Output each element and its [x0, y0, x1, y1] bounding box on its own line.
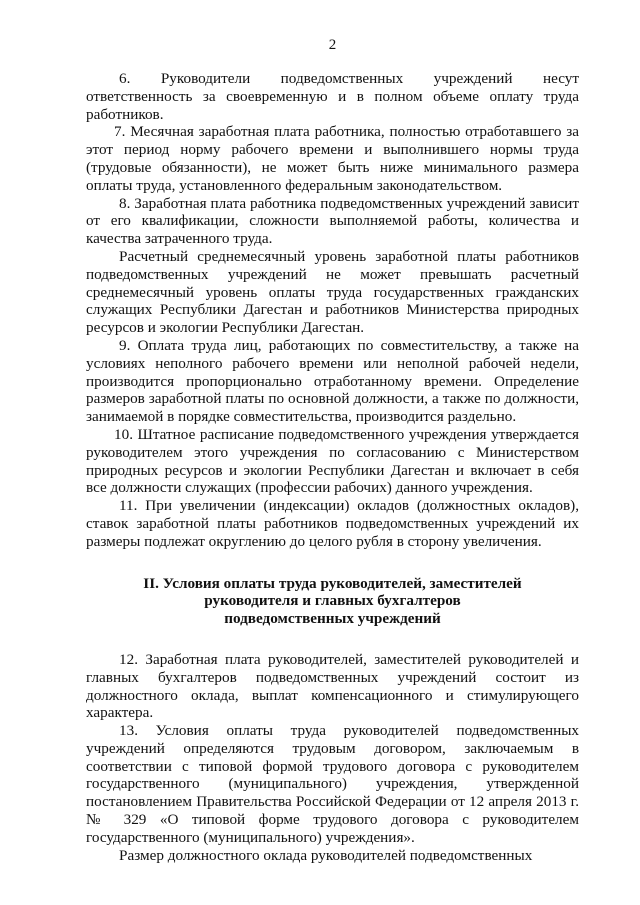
paragraph-11: 11. При увеличении (индексации) окладов (должностных окладов), ставок заработной платы работников подведомственных учреждений их размеры подлежат округлению до целого рубля в сторону увеличения.: [86, 497, 579, 550]
section-heading: [86, 575, 579, 628]
paragraph-8-salary-level: Расчетный среднемесячный уровень заработной платы работников подведомственных учреждений не может превышать расчетный среднемесячный уровень оплаты труда государственных гражданских служащих Республики Дагестан и работников Министерства природных ресурсов и экологии Республики Дагестан.: [86, 247, 579, 337]
document-body: [86, 70, 579, 864]
paragraph-9: 9. Оплата труда лиц, работающих по совместительству, а также на условиях неполного рабочего времени или неполной рабочей недели, производится пропорционально отработанному времени. Определение размеров заработной платы по основной должности, а также по должности, занимаемой в порядке совместительства, производится раздельно.: [86, 336, 579, 426]
paragraph-12: 12. Заработная плата руководителей, заместителей руководителей и главных бухгалтеров подведомственных учреждений состоит из должностного оклада, выплат компенсационного и стимулирующего характера.: [86, 650, 579, 722]
paragraph-10: 10. Штатное расписание подведомственного учреждения утверждается руководителем этого учреждения по согласованию с Министерством природных ресурсов и экологии Республики Дагестан и включает в себя все должности служащих (профессии рабочих) данного учреждения.: [86, 425, 579, 497]
page-number: 2: [328, 37, 337, 53]
paragraph-7: 7. Месячная заработная плата работника, полностью отработавшего за этот период норму рабочего времени и выполнившего нормы труда (трудовые обязанности), не может быть ниже минимального размера оплаты труда, установленного федеральным законодательством.: [86, 123, 579, 194]
paragraph-13: 13. Условия оплаты труда руководителей подведомственных учреждений определяются трудовым договором, заключаемым в соответствии с типовой формой трудового договора с руководителем государственного (муниципального) учреждения, утвержденной постановлением Правительства Российской Федерации от 12 апреля 2013 г. № 329 «О типовой форме трудового договора с руководителем государственного (муниципального) учреждения».: [86, 722, 579, 846]
section-heading-line-1: II. Условия оплаты труда руководителей, заместителей: [143, 574, 522, 592]
paragraph-6: 6. Руководители подведомственных учреждений несут ответственность за своевременную и в полном объеме оплату труда работников.: [86, 70, 579, 123]
section-heading-line-3: подведомственных учреждений: [224, 610, 441, 628]
paragraph-13-salary-size: Размер должностного оклада руководителей подведомственных: [119, 846, 533, 864]
paragraph-8: 8. Заработная плата работника подведомственных учреждений зависит от его квалификации, сложности выполняемой работы, количества и качества затраченного труда.: [86, 194, 579, 248]
section-heading-line-2: руководителя и главных бухгалтеров: [204, 592, 461, 610]
